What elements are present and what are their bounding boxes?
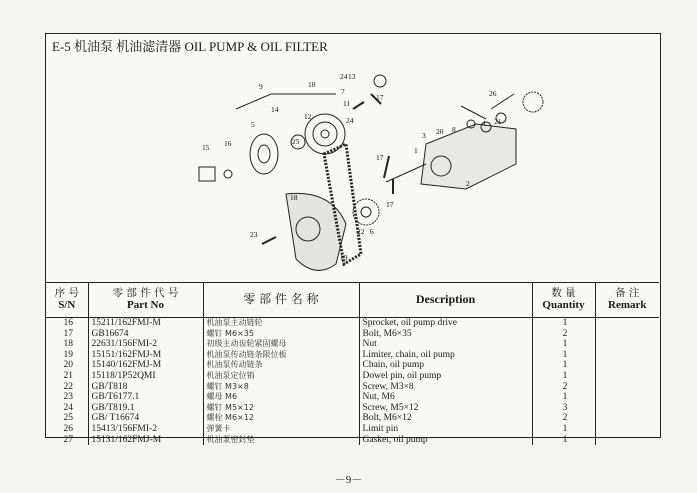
header-name: 零 部 件 名 称 [203, 283, 359, 318]
table-row [46, 329, 659, 340]
callout-26: 25 [292, 137, 300, 146]
cell-name: 弹簧卡 [203, 424, 359, 435]
cell-name: 螺钉 M5×12 [203, 403, 359, 414]
cell-sn: 22 [63, 381, 73, 392]
cell-remark [595, 318, 659, 329]
cell-sn: 25 [63, 413, 73, 424]
callout-6: 6 [370, 227, 374, 236]
cell-part: 15140/162FMJ-M [88, 360, 203, 371]
cell-name: 机油泵传动链条限位板 [203, 350, 359, 361]
cell-sn: 26 [63, 423, 73, 434]
cell-sn: 20 [63, 360, 73, 371]
cell-part: GB/T6177.1 [88, 392, 203, 403]
callout-8: 8 [452, 125, 456, 134]
cell-name: 机油泵传动链条 [203, 360, 359, 371]
cell-desc: Screw, M5×12 [359, 403, 532, 414]
cell-remark [595, 329, 659, 340]
cell-sn: 24 [63, 402, 73, 413]
callout-1: 1 [414, 146, 418, 155]
table-header-row [46, 283, 659, 318]
cell-desc: Limiter, chain, oil pump [359, 350, 532, 361]
cell-remark [595, 360, 659, 371]
cell-desc: Limit pin [359, 424, 532, 435]
cell-desc: Gasket, oil pump [359, 435, 532, 446]
cell-part: 15211/162FMJ-M [88, 318, 203, 329]
callout-19: 18 [290, 193, 298, 202]
table-row [46, 360, 659, 371]
cell-part: GB/T818 [88, 382, 203, 393]
callout-17b: 17 [386, 200, 394, 209]
cell-qty: 1 [532, 350, 595, 361]
cell-name: 机油泵定位销 [203, 371, 359, 382]
chain-guide-drawing [286, 193, 346, 270]
cell-part: 15118/1P52QMI [88, 371, 203, 382]
callout-11: 11 [343, 99, 351, 108]
cell-qty: 1 [532, 371, 595, 382]
cell-part: 15413/156FMI-2 [88, 424, 203, 435]
cell-qty: 3 [532, 403, 595, 414]
callout-13: 13 [348, 72, 356, 81]
cell-qty: 2 [532, 329, 595, 340]
parts-table [46, 282, 659, 445]
table-row [46, 403, 659, 414]
cell-desc: Nut, M6 [359, 392, 532, 403]
cell-desc: Bolt, M6×12 [359, 413, 532, 424]
callout-14: 14 [271, 105, 279, 114]
callout-5: 5 [251, 120, 255, 129]
table-row [46, 382, 659, 393]
cell-sn: 27 [63, 434, 73, 445]
cell-desc: Nut [359, 339, 532, 350]
cell-qty: 1 [532, 424, 595, 435]
callout-9: 9 [259, 82, 263, 91]
cell-remark [595, 339, 659, 350]
cell-qty: 2 [532, 413, 595, 424]
callout-23: 22 [357, 227, 365, 236]
cell-qty: 1 [532, 339, 595, 350]
header-part-no: 零 部 件 代 号 Part No [88, 283, 203, 318]
table-row [46, 413, 659, 424]
cell-desc: Bolt, M6×35 [359, 329, 532, 340]
cell-part: GB16674 [88, 329, 203, 340]
cell-sn: 19 [63, 349, 73, 360]
cell-name: 机油泵主动链轮 [203, 318, 359, 329]
cell-part: 15151/162FMJ-M [88, 350, 203, 361]
callout-25: 23 [250, 230, 258, 239]
cell-desc: Dowel pin, oil pump [359, 371, 532, 382]
cell-name: 螺栓 M6×12 [203, 413, 359, 424]
exploded-parts-diagram [46, 54, 659, 280]
cell-part: GB/T819.1 [88, 403, 203, 414]
callout-10: 10 [308, 80, 316, 89]
filter-cover-drawing [250, 134, 278, 174]
cell-remark [595, 350, 659, 361]
cell-qty: 1 [532, 318, 595, 329]
page-title: E-5 机油泵 机油滤清器 OIL PUMP & OIL FILTER [52, 39, 328, 54]
cell-remark [595, 371, 659, 382]
table-row [46, 392, 659, 403]
cell-name: 机油泵密封垫 [203, 435, 359, 446]
header-sn: 序 号 S/N [46, 283, 88, 318]
cell-sn: 21 [63, 370, 73, 381]
table-row [46, 318, 659, 329]
cell-sn: 18 [63, 339, 73, 350]
callout-16: 16 [224, 139, 232, 148]
cell-desc: Screw, M3×8 [359, 382, 532, 393]
sprocket-drawing [353, 199, 379, 225]
callout-22: 21 [494, 117, 502, 126]
cell-remark [595, 403, 659, 414]
cell-name: 初级主动齿轮紧固螺母 [203, 339, 359, 350]
cell-name: 螺钉 M3×8 [203, 382, 359, 393]
table-row [46, 339, 659, 350]
cell-remark [595, 435, 659, 446]
cell-part: GB/ T16674 [88, 413, 203, 424]
cell-sn: 17 [63, 328, 73, 339]
callout-12: 12 [304, 112, 312, 121]
callout-15: 15 [202, 143, 210, 152]
cell-sn: 23 [63, 392, 73, 403]
cell-qty: 1 [532, 360, 595, 371]
header-remark: 备 注 Remark [595, 283, 659, 318]
table-row [46, 350, 659, 361]
pump-sprocket-drawing [523, 92, 543, 112]
cell-qty: 1 [532, 435, 595, 446]
callout-18: 17 [376, 93, 384, 102]
callout-3: 3 [422, 131, 426, 140]
cell-desc: Sprocket, oil pump drive [359, 318, 532, 329]
cell-remark [595, 382, 659, 393]
page-number: －9－ [334, 474, 363, 486]
header-quantity: 数 量 Quantity [532, 283, 595, 318]
cell-qty: 2 [532, 382, 595, 393]
cell-remark [595, 392, 659, 403]
callout-4: 4 [482, 119, 486, 128]
callout-24b: 24 [346, 116, 354, 125]
cell-name: 螺母 M6 [203, 392, 359, 403]
cell-sn: 16 [63, 318, 73, 328]
cell-name: 螺钉 M6×35 [203, 329, 359, 340]
callout-20: 19 [340, 253, 348, 262]
cell-desc: Chain, oil pump [359, 360, 532, 371]
callout-7: 7 [341, 87, 345, 96]
table-row [46, 435, 659, 446]
cell-qty: 1 [532, 392, 595, 403]
nut-drawing [199, 167, 215, 181]
table-row [46, 371, 659, 382]
callout-21: 20 [436, 127, 444, 136]
page-frame [45, 33, 661, 445]
cell-remark [595, 413, 659, 424]
cell-remark [595, 424, 659, 435]
table-row [46, 424, 659, 435]
callout-24a: 24 [340, 72, 348, 81]
cell-part: 15131/162FMJ-M [88, 435, 203, 446]
callout-27: 26 [489, 89, 497, 98]
header-description: Description [359, 283, 532, 318]
callout-2: 2 [466, 179, 470, 188]
callout-17a: 17 [376, 153, 384, 162]
cell-part: 22631/156FMI-2 [88, 339, 203, 350]
